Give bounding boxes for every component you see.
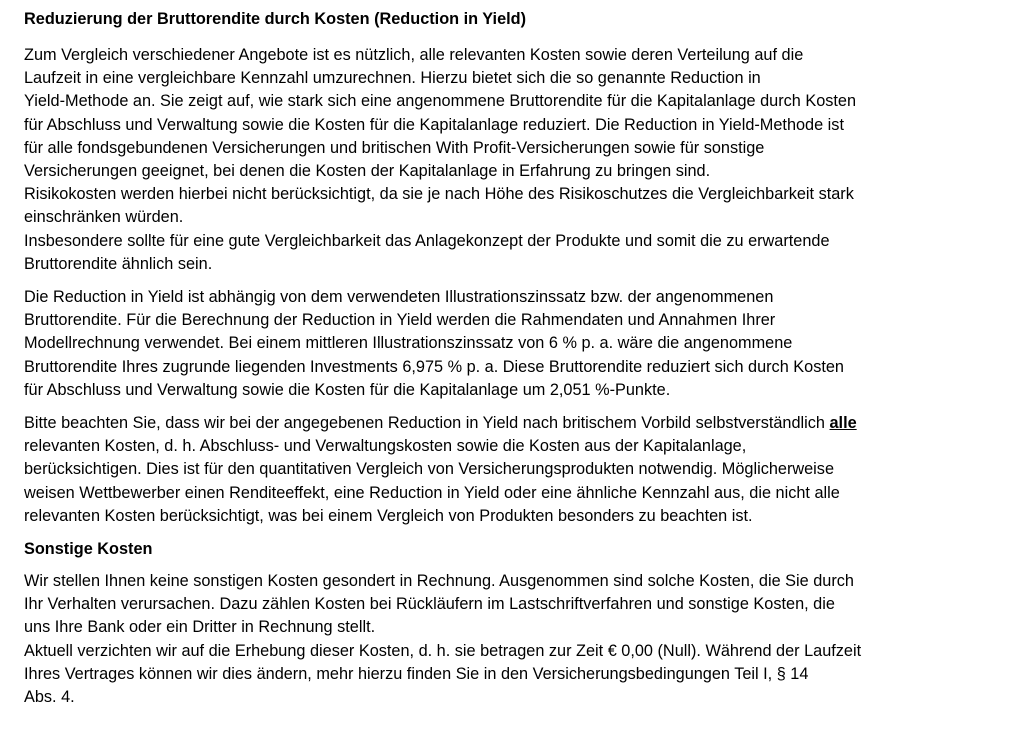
text-line: Ihres Vertrages können wir dies ändern, mehr hierzu finden Sie in den Versicherungsbedingungen Teil I, § 14 [24, 664, 809, 683]
text-line: für Abschluss und Verwaltung sowie die Kosten für die Kapitalanlage um 2,051 %-Punkte. [24, 380, 671, 399]
text-line: berücksichtigen. Dies ist für den quantitativen Vergleich von Versicherungsprodukten notwendig. Möglicherweise [24, 460, 834, 479]
text-line: relevanten Kosten, d. h. Abschluss- und Verwaltungskosten sowie die Kosten aus der Kapitalanlage, [24, 437, 747, 456]
text-fragment: Bitte beachten Sie, dass wir bei der angegebenen Reduction in Yield nach britischem Vorbild selbstverständlich [24, 414, 830, 433]
text-line: Insbesondere sollte für eine gute Vergleichbarkeit das Anlagekonzept der Produkte und somit die zu erwartende [24, 231, 830, 250]
text-line: Zum Vergleich verschiedener Angebote ist es nützlich, alle relevanten Kosten sowie deren Verteilung auf die [24, 46, 804, 64]
text-line: Bruttorendite. Für die Berechnung der Reduction in Yield werden die Rahmendaten und Annahmen Ihrer [24, 311, 776, 330]
text-line: für Abschluss und Verwaltung sowie die Kosten für die Kapitalanlage reduziert. Die Reduction in Yield-Methode ist [24, 115, 844, 134]
text-line: Abs. 4. [24, 688, 75, 707]
text-line: Versicherungen geeignet, bei denen die Kosten der Kapitalanlage in Erfahrung zu bringen sind. [24, 162, 711, 181]
paragraph-reduction-intro [24, 44, 1009, 276]
text-line: relevanten Kosten berücksichtigt, was bei einem Vergleich von Produkten besonders zu beachten ist. [24, 506, 753, 525]
heading-other-costs: Sonstige Kosten [24, 540, 153, 559]
paragraph-all-costs-note [24, 412, 1009, 528]
text-line: einschränken würden. [24, 208, 184, 227]
text-line: weisen Wettbewerber einen Renditeeffekt, eine Reduction in Yield oder eine ähnliche Kennzahl aus, die nicht alle [24, 483, 840, 502]
text-line: für alle fondsgebundenen Versicherungen und britischen With Profit-Versicherungen sowie für sonstige [24, 138, 765, 157]
text-line: Modellrechnung verwendet. Bei einem mittleren Illustrationszinssatz von 6 % p. a. wäre die angenommene [24, 334, 793, 353]
text-line: Aktuell verzichten wir auf die Erhebung dieser Kosten, d. h. sie betragen zur Zeit € 0,00 (Null). Während der Laufzeit [24, 641, 862, 660]
paragraph-illustration-rate [24, 286, 1009, 402]
text-line: Die Reduction in Yield ist abhängig von dem verwendeten Illustrationszinssatz bzw. der angenommenen [24, 288, 774, 307]
text-line: Bruttorendite ähnlich sein. [24, 254, 213, 273]
text-line: Risikokosten werden hierbei nicht berücksichtigt, da sie je nach Höhe des Risikoschutzes die Vergleichbarkeit stark [24, 185, 854, 204]
text-line: Ihr Verhalten verursachen. Dazu zählen Kosten bei Rückläufern im Lastschriftverfahren und sonstige Kosten, die [24, 595, 835, 614]
text-line [24, 412, 1009, 435]
paragraph-other-costs [24, 570, 1009, 709]
text-line: Bruttorendite Ihres zugrunde liegenden Investments 6,975 % p. a. Diese Bruttorendite reduziert sich durch Kosten [24, 357, 844, 376]
text-line: Laufzeit in eine vergleichbare Kennzahl umzurechnen. Hierzu bietet sich die so genannte Reduction in [24, 69, 761, 88]
emphasis-alle: alle [829, 414, 857, 433]
text-line: Wir stellen Ihnen keine sonstigen Kosten gesondert in Rechnung. Ausgenommen sind solche Kosten, die Sie durch [24, 572, 854, 591]
text-line: Yield-Methode an. Sie zeigt auf, wie stark sich eine angenommene Bruttorendite für die Kapitalanlage durch Kosten [24, 92, 857, 111]
text-line: uns Ihre Bank oder ein Dritter in Rechnung stellt. [24, 618, 376, 637]
heading-reduction-in-yield: Reduzierung der Bruttorendite durch Kosten (Reduction in Yield) [24, 10, 527, 28]
